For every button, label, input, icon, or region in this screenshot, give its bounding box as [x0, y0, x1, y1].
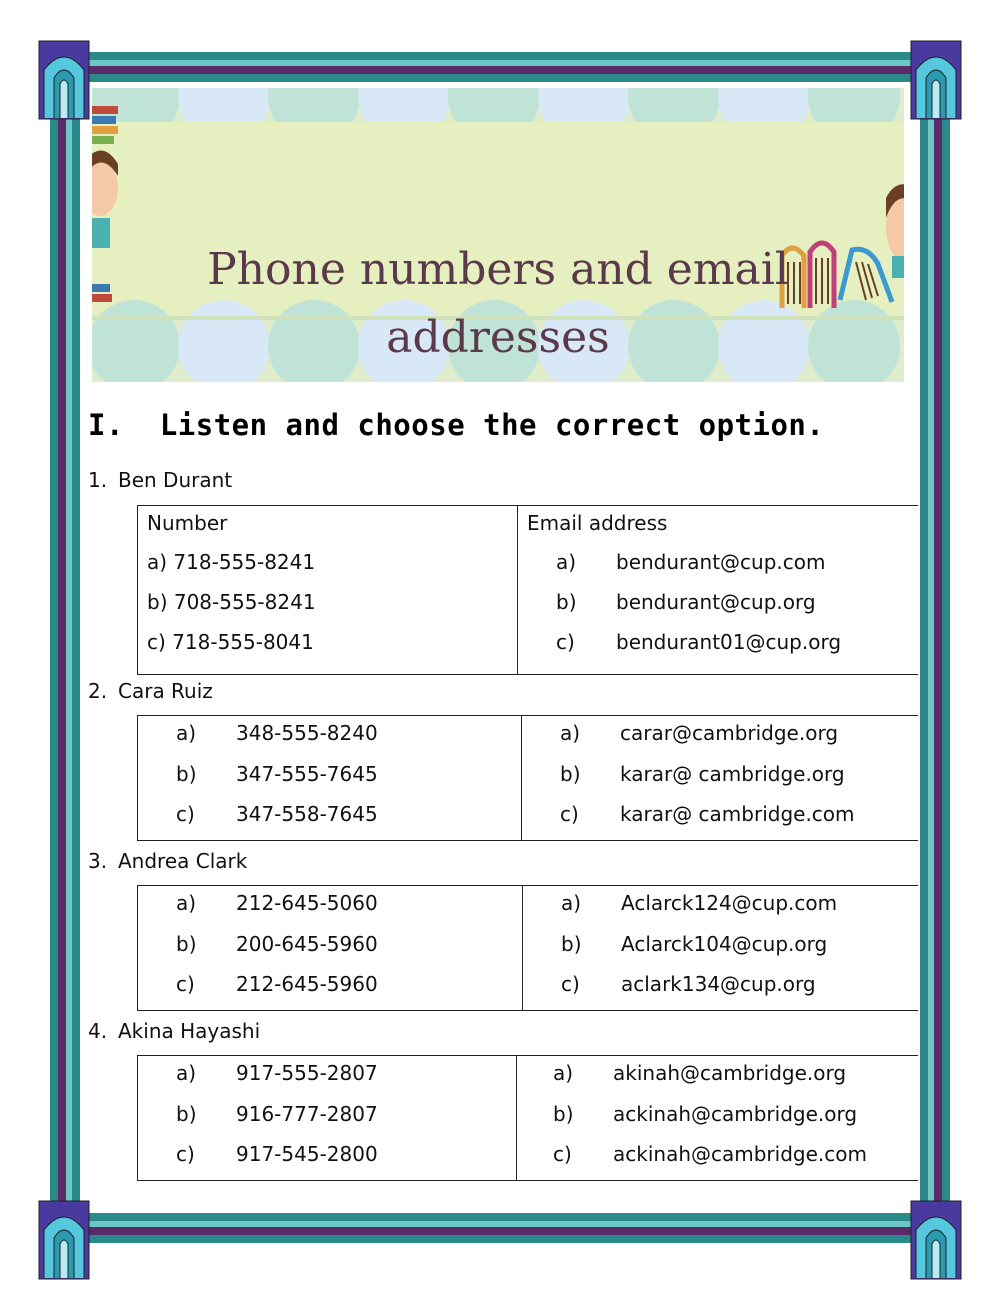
email-address: karar@ cambridge.org — [620, 762, 845, 786]
email-option[interactable] — [523, 886, 918, 924]
phone-option[interactable] — [138, 1094, 516, 1134]
option-letter: a) — [560, 721, 581, 745]
email-option[interactable] — [517, 1134, 918, 1180]
email-option[interactable] — [518, 542, 918, 582]
email-address: bendurant@cup.org — [616, 590, 816, 614]
email-address: ackinah@cambridge.com — [613, 1142, 867, 1166]
email-option[interactable] — [522, 754, 918, 794]
phone-option[interactable] — [138, 1056, 516, 1094]
option-letter: b) — [176, 932, 197, 956]
page-title — [92, 236, 904, 372]
phone-option[interactable] — [138, 1134, 516, 1180]
option-letter: b) — [553, 1102, 574, 1126]
phone-number: 718-555-8041 — [172, 630, 314, 654]
options-table — [137, 885, 918, 1011]
option-letter: b) — [176, 1102, 197, 1126]
frame-right-bar — [934, 50, 942, 1240]
email-address: karar@ cambridge.com — [620, 802, 855, 826]
question-label — [88, 468, 232, 492]
email-address: bendurant@cup.com — [616, 550, 826, 574]
phone-column — [138, 506, 518, 675]
email-address: carar@cambridge.org — [620, 721, 839, 745]
phone-option[interactable] — [138, 924, 522, 964]
email-address: aclark134@cup.org — [621, 972, 816, 996]
phone-number: 348-555-8240 — [236, 721, 378, 745]
question-name: Cara Ruiz — [118, 679, 213, 703]
email-address: Aclarck104@cup.org — [621, 932, 828, 956]
option-letter: b) — [556, 590, 577, 614]
phone-number: 200-645-5960 — [236, 932, 378, 956]
phone-option[interactable] — [138, 716, 521, 754]
frame-right-bar — [920, 50, 928, 1240]
email-address: Aclarck124@cup.com — [621, 891, 838, 915]
option-letter: c) — [176, 802, 195, 826]
corner-ornament-icon — [910, 40, 962, 120]
option-letter: c) — [147, 630, 166, 654]
email-address: bendurant01@cup.org — [616, 630, 842, 654]
option-letter: c) — [561, 972, 580, 996]
option-letter: c) — [556, 630, 575, 654]
frame-left-bar — [58, 50, 66, 1240]
option-letter: a) — [176, 891, 197, 915]
phone-number: 917-545-2800 — [236, 1142, 378, 1166]
column-header: Email address — [527, 511, 668, 535]
email-address: akinah@cambridge.org — [613, 1061, 847, 1085]
question-name: Akina Hayashi — [118, 1019, 261, 1043]
phone-option[interactable] — [138, 794, 521, 840]
phone-option[interactable] — [138, 886, 522, 924]
option-letter: a) — [176, 1061, 197, 1085]
frame-bottom-bar — [60, 1227, 940, 1235]
phone-column — [138, 716, 522, 841]
question-name: Ben Durant — [118, 468, 233, 492]
corner-ornament-icon — [910, 1200, 962, 1280]
email-column — [522, 716, 918, 841]
email-option[interactable] — [518, 622, 918, 674]
phone-number: 708-555-8241 — [173, 590, 316, 614]
option-letter: b) — [561, 932, 582, 956]
question-number: 4. — [88, 1019, 108, 1043]
email-column — [517, 1056, 918, 1181]
question-number: 2. — [88, 679, 108, 703]
question-label — [88, 1019, 260, 1043]
phone-number: 347-558-7645 — [236, 802, 378, 826]
email-option[interactable] — [523, 964, 918, 1010]
email-column — [518, 506, 918, 675]
email-option[interactable] — [522, 716, 918, 754]
phone-option[interactable] — [138, 582, 517, 622]
phone-number: 917-555-2807 — [236, 1061, 378, 1085]
frame-left-bar — [72, 50, 80, 1240]
frame-top-bar — [60, 66, 940, 74]
phone-number: 718-555-8241 — [173, 550, 316, 574]
email-option[interactable] — [522, 794, 918, 840]
option-letter: b) — [560, 762, 581, 786]
column-header: Number — [147, 511, 228, 535]
question-number: 1. — [88, 468, 108, 492]
phone-number: 212-645-5060 — [236, 891, 378, 915]
question-name: Andrea Clark — [118, 849, 248, 873]
option-letter: c) — [560, 802, 579, 826]
frame-left-bar — [50, 50, 58, 1240]
email-column — [523, 886, 918, 1011]
option-letter: a) — [561, 891, 582, 915]
phone-number: 212-645-5960 — [236, 972, 378, 996]
option-letter: b) — [147, 590, 168, 614]
corner-ornament-icon — [38, 1200, 90, 1280]
question-number: 3. — [88, 849, 108, 873]
phone-column — [138, 1056, 517, 1181]
page-title-line-1: Phone numbers and email — [207, 244, 789, 295]
option-letter: a) — [176, 721, 197, 745]
frame-right-bar — [942, 50, 950, 1240]
options-table — [137, 1055, 918, 1181]
phone-column — [138, 886, 523, 1011]
corner-ornament-icon — [38, 40, 90, 120]
question-label — [88, 849, 247, 873]
option-letter: c) — [176, 972, 195, 996]
email-option[interactable] — [523, 924, 918, 964]
email-option[interactable] — [518, 582, 918, 622]
frame-bottom-bar — [60, 1213, 940, 1221]
phone-number: 347-555-7645 — [236, 762, 378, 786]
options-table — [137, 505, 918, 675]
email-option[interactable] — [517, 1094, 918, 1134]
section-heading: I. Listen and choose the correct option. — [88, 408, 825, 442]
email-option[interactable] — [517, 1056, 918, 1094]
title-banner — [92, 88, 904, 382]
phone-option[interactable] — [138, 964, 522, 1010]
option-letter: b) — [176, 762, 197, 786]
page-title-line-2: addresses — [386, 312, 610, 363]
option-letter: a) — [556, 550, 577, 574]
options-table — [137, 715, 918, 841]
frame-bottom-bar — [60, 1235, 940, 1243]
option-letter: a) — [553, 1061, 574, 1085]
phone-option[interactable] — [138, 754, 521, 794]
email-address: ackinah@cambridge.org — [613, 1102, 858, 1126]
question-label — [88, 679, 213, 703]
option-letter: c) — [553, 1142, 572, 1166]
frame-top-bar — [60, 74, 940, 82]
phone-number: 916-777-2807 — [236, 1102, 378, 1126]
phone-option[interactable] — [138, 542, 517, 582]
frame-top-bar — [60, 52, 940, 60]
phone-option[interactable] — [138, 622, 517, 674]
option-letter: a) — [147, 550, 168, 574]
option-letter: c) — [176, 1142, 195, 1166]
